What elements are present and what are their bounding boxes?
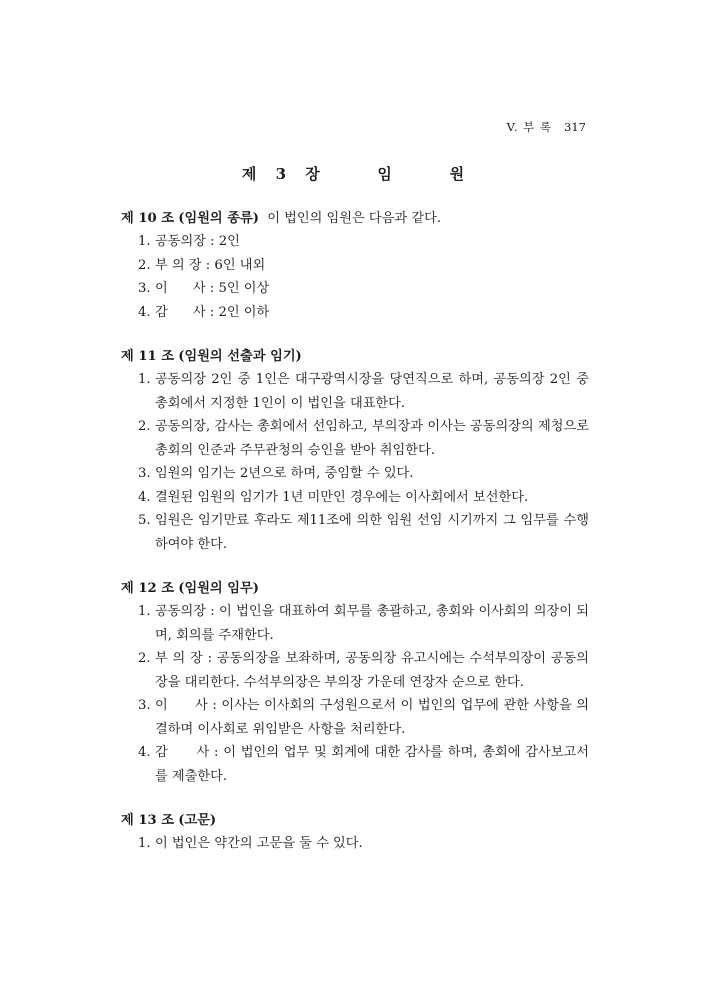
item-text: 공동의장, 감사는 총회에서 선임하고, 부의장과 이사는 공동의장의 제청으로 총회의 인준과 주무관청의 승인을 받아 취임한다. [155,419,594,458]
article-heading [121,208,589,230]
item-text: 이 사 : 5인 이상 [155,281,270,296]
item-text: 감 사 : 2인 이하 [155,304,270,320]
list-item [121,301,589,325]
item-number: 3. [138,698,151,713]
item-text: 공동의장 : 이 법인을 대표하여 회무를 총괄하고, 총회와 이사회의 의장이 되며, 회의를 주재한다. [155,604,589,643]
item-list [121,600,589,788]
item-number: 2. [138,257,151,273]
item-number: 1. [138,604,151,619]
list-item [121,694,589,741]
list-item [121,741,589,788]
item-number: 4. [138,489,151,505]
article-number: 제 10 조 [121,211,175,226]
item-text: 공동의장 : 2인 [155,234,240,249]
list-item [121,600,589,647]
item-number: 1. [138,234,151,249]
item-list [121,230,589,324]
item-text: 부 의 장 : 6인 내외 [155,257,266,273]
item-text: 이 법인은 약간의 고문을 둘 수 있다. [155,836,363,851]
list-item [121,415,594,462]
item-number: 3. [138,466,151,481]
item-number: 5. [138,513,151,528]
list-item [121,254,589,278]
article-number: 제 12 조 [121,581,175,596]
header-section: V. 부 록 [506,120,553,134]
article-heading [121,578,589,600]
article-heading [121,346,589,368]
item-text: 결원된 임원의 임기가 1년 미만인 경우에는 이사회에서 보선한다. [155,489,529,505]
list-item [121,832,589,856]
article-title: (임원의 임무) [178,581,259,596]
item-text: 감 사 : 이 법인의 업무 및 회계에 대한 감사를 하며, 총회에 감사보고서를 제출한다. [155,745,589,784]
list-item [121,230,589,254]
list-item [121,277,589,301]
article-10 [121,208,589,324]
list-item [121,647,589,694]
item-number: 1. [138,836,151,851]
article-title: (고문) [178,813,217,828]
item-text: 이 사 : 이사는 이사회의 구성원으로서 이 법인의 업무에 관한 사항을 의결하며 이사회로 위임받은 사항을 처리한다. [155,698,589,737]
article-13 [121,810,589,856]
item-number: 2. [138,651,151,666]
item-list [121,368,594,556]
item-text: 임원은 임기만료 후라도 제11조에 의한 임원 선임 시기까지 그 임무를 수행하여야 한다. [155,513,589,552]
article-intro: 이 법인의 임원은 다음과 같다. [267,211,442,226]
item-list [121,832,589,856]
article-heading [121,810,589,832]
article-number: 제 11 조 [121,349,175,364]
item-text: 부 의 장 : 공동의장을 보좌하며, 공동의장 유고시에는 수석부의장이 공동의장을 대리한다. 수석부의장은 부의장 가운데 연장자 순으로 한다. [155,651,589,690]
list-item [121,509,589,556]
running-header [507,119,586,135]
item-number: 2. [138,419,151,434]
article-number: 제 13 조 [121,813,175,828]
article-12 [121,578,589,788]
page-number: 317 [564,120,586,134]
list-item [121,462,589,486]
list-item [121,368,594,415]
article-title: (임원의 선출과 임기) [178,349,302,364]
item-text: 임원의 임기는 2년으로 하며, 중임할 수 있다. [155,466,414,481]
item-number: 4. [138,304,151,320]
article-11 [121,346,594,556]
list-item [121,486,589,510]
item-number: 3. [138,281,151,296]
chapter-title: 제 3 장 임 원 [241,165,465,183]
item-number: 1. [138,372,151,387]
item-number: 4. [138,745,151,760]
article-title: (임원의 종류) [178,211,259,226]
document-body [121,208,594,878]
item-text: 공동의장 2인 중 1인은 대구광역시장을 당연직으로 하며, 공동의장 2인 중 총회에서 지정한 1인이 이 법인을 대표한다. [155,372,594,411]
